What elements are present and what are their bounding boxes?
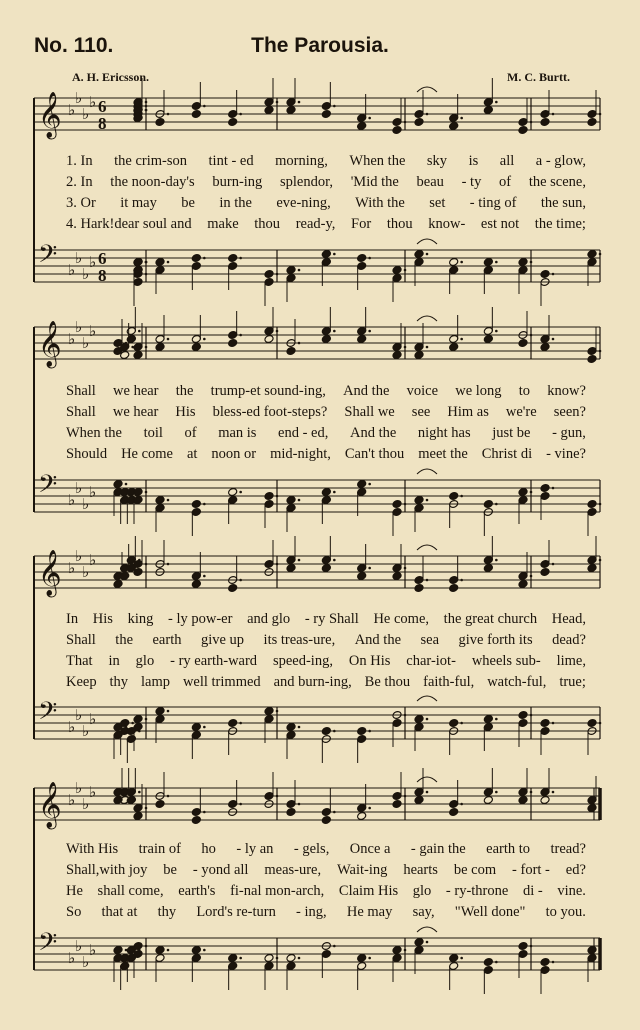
lyric-syllable: Shall we <box>344 404 395 420</box>
lyric-syllable: Should <box>66 446 108 462</box>
bass-clef-icon: 𝄢 <box>38 240 58 275</box>
dot <box>276 957 279 960</box>
lyric-syllable: Can't thou <box>344 446 405 462</box>
lyric-line <box>66 841 586 861</box>
dot <box>239 803 242 806</box>
lyric-syllable: lime, <box>556 653 586 669</box>
lyric-syllable: the scene, <box>528 174 586 190</box>
lyric-syllable: Wait-ing <box>337 862 388 878</box>
lyric-syllable: and glo <box>247 611 291 627</box>
note-chord <box>518 768 532 804</box>
lyric-syllable: His <box>92 611 113 627</box>
lyric-syllable: read-y, <box>295 216 336 232</box>
lyric-syllable: the sun, <box>540 195 586 211</box>
lyric-syllable: we hear <box>113 383 159 399</box>
lyric-line <box>66 883 586 903</box>
lyric-syllable: earth <box>152 632 182 648</box>
lyric-line <box>66 611 586 631</box>
notehead <box>357 954 367 963</box>
note-chord <box>286 780 300 816</box>
lyric-syllable: a - glow, <box>535 153 586 169</box>
lyric-syllable: earth to <box>486 841 531 857</box>
note-chord <box>357 784 371 820</box>
note-chord <box>155 772 169 808</box>
lyric-syllable: king <box>127 611 154 627</box>
lyricist-credit: A. H. Ericsson. <box>72 70 150 84</box>
key-flat-icon: ♭ <box>68 949 76 967</box>
key-flat-icon: ♭ <box>68 330 76 348</box>
lyric-line <box>66 862 586 882</box>
lyric-syllable: the crim-son <box>114 153 187 169</box>
lyric-syllable: that at <box>101 904 138 920</box>
lyric-syllable: voice <box>406 383 439 399</box>
key-flat-icon: ♭ <box>75 318 83 336</box>
key-flat-icon: ♭ <box>82 265 90 283</box>
lyric-syllable: the <box>175 383 194 399</box>
notehead <box>449 808 459 817</box>
lyric-line <box>66 632 586 652</box>
lyric-syllable: at <box>186 446 198 462</box>
key-flat-icon: ♭ <box>82 495 90 513</box>
dot <box>552 791 555 794</box>
notehead <box>540 958 550 967</box>
lyric-syllable: 2. In <box>66 174 93 190</box>
lyric-syllable: eve-ning, <box>276 195 331 211</box>
lyric-syllable: - ting of <box>469 195 517 211</box>
lyric-line <box>66 425 586 445</box>
key-flat-icon: ♭ <box>75 89 83 107</box>
lyric-syllable: Shall,with joy <box>66 862 148 878</box>
dot <box>552 961 555 964</box>
lyric-syllable: - yond all <box>192 862 249 878</box>
lyric-syllable: He may <box>346 904 393 920</box>
key-flat-icon: ♭ <box>68 101 76 119</box>
lyric-syllable: beau <box>416 174 444 190</box>
slur <box>417 927 437 932</box>
note-chord <box>540 958 554 994</box>
lyric-syllable: On His <box>348 653 391 669</box>
key-flat-icon: ♭ <box>68 559 76 577</box>
lyric-syllable: fi-nal mon-arch, <box>230 883 325 899</box>
dot <box>203 949 206 952</box>
dot <box>404 949 407 952</box>
lyric-syllable: tread? <box>550 841 586 857</box>
bass-clef-icon: 𝄢 <box>38 697 58 732</box>
lyric-syllable: thy <box>109 674 129 690</box>
notehead <box>264 954 274 963</box>
lyric-syllable: in <box>108 653 120 669</box>
lyric-syllable: For <box>351 216 372 232</box>
lyric-syllable: bless-ed foot-steps? <box>212 404 328 420</box>
lyric-syllable: make <box>207 216 239 232</box>
notehead <box>414 796 424 805</box>
lyric-syllable: He <box>66 883 83 899</box>
key-flat-icon: ♭ <box>89 551 97 569</box>
note-chord <box>228 780 242 816</box>
dot <box>333 811 336 814</box>
key-flat-icon: ♭ <box>89 253 97 271</box>
lyric-syllable: hearts <box>403 862 438 878</box>
lyric-syllable: true; <box>559 674 586 690</box>
lyric-syllable: So <box>66 904 82 920</box>
lyric-syllable: to you. <box>545 904 586 920</box>
notehead <box>133 812 143 821</box>
lyric-syllable: Christ di <box>481 446 533 462</box>
notehead <box>587 946 597 955</box>
key-flat-icon: ♭ <box>68 491 76 509</box>
lyric-syllable: thou <box>254 216 281 232</box>
note-chord <box>228 954 242 990</box>
lyric-syllable: earth's <box>178 883 216 899</box>
dot <box>530 791 533 794</box>
lyric-syllable: to <box>518 383 531 399</box>
note-chord <box>449 780 463 816</box>
dot <box>368 807 371 810</box>
key-flat-icon: ♭ <box>89 93 97 111</box>
lyric-syllable: well trimmed <box>182 674 261 690</box>
dot <box>426 791 429 794</box>
lyric-syllable: 3. Or <box>66 195 96 211</box>
dot <box>333 945 336 948</box>
lyric-syllable: end - ed, <box>278 425 329 441</box>
lyric-line <box>66 174 586 194</box>
lyric-syllable: Once a <box>349 841 391 857</box>
lyric-syllable: With His <box>66 841 119 857</box>
lyric-syllable: 4. Hark!dear soul and <box>66 216 192 232</box>
treble-clef-icon: 𝄞 <box>38 550 62 596</box>
notehead <box>540 796 550 805</box>
lyric-syllable: is <box>468 153 479 169</box>
key-flat-icon: ♭ <box>82 105 90 123</box>
lyric-syllable: - ry-throne <box>445 883 509 899</box>
lyric-syllable: speed-ing, <box>272 653 333 669</box>
lyric-syllable: - ly pow-er <box>168 611 233 627</box>
lyric-syllable: Head, <box>551 611 586 627</box>
note-chord <box>414 768 428 804</box>
lyric-line <box>66 153 586 173</box>
notehead <box>518 796 528 805</box>
notehead <box>357 812 367 821</box>
lyric-line <box>66 216 586 236</box>
treble-clef-icon: 𝄞 <box>38 782 62 828</box>
lyric-syllable: say, <box>412 904 435 920</box>
key-flat-icon: ♭ <box>82 953 90 971</box>
key-flat-icon: ♭ <box>75 547 83 565</box>
time-signature-top: 6 <box>98 97 107 116</box>
lyric-syllable: His <box>175 404 196 420</box>
treble-clef-icon: 𝄞 <box>38 321 62 367</box>
lyric-syllable: shall come, <box>97 883 164 899</box>
lyric-syllable: Lord's re-turn <box>196 904 276 920</box>
lyric-line <box>66 446 586 466</box>
lyric-syllable: Be thou <box>364 674 411 690</box>
lyric-syllable: And the <box>349 425 397 441</box>
lyric-syllable: the <box>115 632 134 648</box>
lyric-syllable: 1. In <box>66 153 93 169</box>
lyric-syllable: the time; <box>534 216 586 232</box>
notehead <box>191 946 201 955</box>
lyric-syllable: burn-ing <box>212 174 263 190</box>
key-flat-icon: ♭ <box>89 322 97 340</box>
lyric-syllable: dead? <box>552 632 586 648</box>
lyric-line <box>66 404 586 424</box>
lyric-syllable: - ry earth-ward <box>170 653 258 669</box>
treble-clef-icon: 𝄞 <box>38 92 62 138</box>
lyric-syllable: and burn-ing, <box>273 674 352 690</box>
lyric-syllable: we're <box>505 404 537 420</box>
lyric-syllable: - gun, <box>552 425 586 441</box>
key-flat-icon: ♭ <box>82 795 90 813</box>
lyric-syllable: tint - ed <box>208 153 254 169</box>
dot <box>599 799 602 802</box>
key-flat-icon: ♭ <box>68 718 76 736</box>
notehead <box>483 958 493 967</box>
lyric-syllable: train of <box>138 841 181 857</box>
lyric-syllable: When the <box>349 153 406 169</box>
lyric-syllable: - gels, <box>293 841 330 857</box>
key-flat-icon: ♭ <box>82 334 90 352</box>
lyric-syllable: He come, <box>373 611 430 627</box>
lyric-syllable: - vine? <box>546 446 586 462</box>
note-chord <box>113 768 127 804</box>
lyric-syllable: - gain the <box>410 841 466 857</box>
lyric-syllable: And the <box>354 632 402 648</box>
lyric-syllable: it may <box>120 195 157 211</box>
dot <box>599 949 602 952</box>
lyric-line <box>66 383 586 403</box>
lyric-syllable: its treas-ure, <box>263 632 336 648</box>
lyric-syllable: we long <box>455 383 502 399</box>
lyric-syllable: watch-ful, <box>487 674 547 690</box>
lyric-syllable: With the <box>355 195 405 211</box>
note-chord <box>540 768 554 804</box>
lyric-syllable: just be <box>492 425 531 441</box>
note-chord <box>191 788 205 824</box>
lyric-syllable: mid-night, <box>270 446 331 462</box>
lyric-syllable: we hear <box>112 404 159 420</box>
lyric-syllable: trump-et sound-ing, <box>210 383 326 399</box>
key-flat-icon: ♭ <box>75 779 83 797</box>
note-chord <box>357 954 371 990</box>
notehead <box>191 816 201 825</box>
key-flat-icon: ♭ <box>89 710 97 728</box>
note-chord <box>264 772 278 808</box>
key-flat-icon: ♭ <box>68 261 76 279</box>
dot <box>460 957 463 960</box>
note-chord <box>321 788 335 824</box>
hymn-number: No. 110. <box>34 34 114 57</box>
notehead <box>321 816 331 825</box>
lyric-syllable: glo <box>135 653 155 669</box>
lyric-syllable: - fort - <box>512 862 550 878</box>
notehead <box>414 938 424 947</box>
lyric-syllable: ed? <box>565 862 586 878</box>
lyric-syllable: meet the <box>418 446 468 462</box>
lyric-syllable: wheels sub- <box>471 653 541 669</box>
lyric-syllable: In <box>66 611 79 627</box>
lyric-syllable: seen? <box>553 404 586 420</box>
lyric-syllable: di - <box>522 883 543 899</box>
lyric-syllable: all <box>499 153 515 169</box>
note-chord <box>321 942 335 978</box>
bass-clef-icon: 𝄢 <box>38 928 58 963</box>
key-flat-icon: ♭ <box>68 791 76 809</box>
lyric-syllable: Keep <box>66 674 97 690</box>
dot <box>298 803 301 806</box>
bass-clef-icon: 𝄢 <box>38 470 58 505</box>
lyric-syllable: He come <box>121 446 173 462</box>
lyric-line <box>66 195 586 215</box>
lyric-syllable: man is <box>218 425 257 441</box>
note-chord <box>392 946 406 982</box>
dot <box>239 957 242 960</box>
dot <box>426 941 429 944</box>
lyric-syllable: be com <box>453 862 497 878</box>
key-flat-icon: ♭ <box>89 483 97 501</box>
lyric-syllable: the noon-day's <box>110 174 195 190</box>
lyric-syllable: toil <box>143 425 163 441</box>
lyric-syllable: - ty <box>461 174 482 190</box>
lyric-syllable: splendor, <box>280 174 333 190</box>
notehead <box>228 954 238 963</box>
notehead <box>286 808 296 817</box>
note-chord <box>483 958 497 994</box>
key-flat-icon: ♭ <box>75 706 83 724</box>
key-flat-icon: ♭ <box>82 722 90 740</box>
lyric-syllable: thou <box>386 216 413 232</box>
dot <box>530 945 533 948</box>
notehead <box>449 954 459 963</box>
note-chord <box>518 942 532 978</box>
lyric-line <box>66 904 586 924</box>
lyric-syllable: of <box>499 174 512 190</box>
lyric-line <box>66 674 586 694</box>
dot <box>495 791 498 794</box>
lyric-syllable: - ing, <box>296 904 327 920</box>
lyric-syllable: morning, <box>275 153 328 169</box>
lyric-syllable: know- <box>428 216 466 232</box>
dot <box>203 811 206 814</box>
lyric-syllable: sky <box>426 153 448 169</box>
note-chord <box>286 954 300 990</box>
notehead <box>392 946 402 955</box>
dot <box>404 795 407 798</box>
time-signature-bottom: 8 <box>98 114 107 133</box>
note-chord <box>414 938 428 974</box>
note-chord <box>155 946 169 982</box>
lyric-line <box>66 653 586 673</box>
note-chord <box>449 954 463 990</box>
hymn-title: The Parousia. <box>251 34 389 57</box>
lyric-syllable: thy <box>157 904 177 920</box>
lyric-syllable: - ry Shall <box>304 611 359 627</box>
dot <box>460 803 463 806</box>
key-flat-icon: ♭ <box>82 563 90 581</box>
notehead <box>113 946 123 955</box>
lyric-syllable: Claim His <box>338 883 399 899</box>
dot <box>495 961 498 964</box>
lyric-syllable: be <box>163 862 177 878</box>
key-flat-icon: ♭ <box>75 249 83 267</box>
dot <box>368 957 371 960</box>
time-signature-top: 6 <box>98 249 107 268</box>
lyric-syllable: be <box>181 195 195 211</box>
lyric-syllable: est not <box>480 216 520 232</box>
slur <box>417 777 437 782</box>
lyric-syllable: give up <box>200 632 245 648</box>
key-flat-icon: ♭ <box>89 783 97 801</box>
notehead <box>518 942 528 951</box>
note-chord <box>191 946 205 982</box>
key-flat-icon: ♭ <box>75 937 83 955</box>
lyric-syllable: Him as <box>447 404 489 420</box>
lyric-syllable: in the <box>219 195 252 211</box>
dot <box>145 807 148 810</box>
note-chord <box>392 772 406 808</box>
notehead <box>286 954 296 963</box>
lyric-syllable: - ly an <box>236 841 274 857</box>
lyric-syllable: 'Mid the <box>350 174 399 190</box>
dot <box>138 791 141 794</box>
lyric-syllable: When the <box>66 425 122 441</box>
lyric-syllable: That <box>66 653 93 669</box>
key-flat-icon: ♭ <box>89 941 97 959</box>
note-chord <box>264 954 278 990</box>
dot <box>145 945 148 948</box>
lyric-syllable: ho <box>201 841 216 857</box>
lyric-syllable: know? <box>547 383 586 399</box>
lyric-syllable: Shall <box>66 383 96 399</box>
lyric-syllable: see <box>411 404 431 420</box>
lyric-syllable: meas-ure, <box>264 862 322 878</box>
composer-credit: M. C. Burtt. <box>507 70 570 84</box>
lyric-syllable: glo <box>412 883 432 899</box>
lyric-syllable: lamp <box>141 674 170 690</box>
notehead <box>483 796 493 805</box>
lyric-syllable: night has <box>417 425 471 441</box>
lyric-syllable: sea <box>420 632 440 648</box>
lyric-syllable: faith-ful, <box>423 674 475 690</box>
lyric-syllable: set <box>429 195 446 211</box>
lyric-syllable: Shall <box>66 632 96 648</box>
lyric-syllable: "Well done" <box>454 904 526 920</box>
lyric-syllable: give forth its <box>458 632 533 648</box>
lyric-syllable: the great church <box>443 611 538 627</box>
lyric-syllable: noon or <box>211 446 257 462</box>
dot <box>276 795 279 798</box>
lyric-syllable: char-iot- <box>406 653 456 669</box>
dot <box>298 957 301 960</box>
time-signature-bottom: 8 <box>98 266 107 285</box>
lyric-syllable: Shall <box>66 404 96 420</box>
notehead <box>392 800 402 809</box>
dot <box>167 795 170 798</box>
lyric-syllable: of <box>184 425 197 441</box>
notehead <box>155 946 165 955</box>
dot <box>167 949 170 952</box>
lyric-syllable: vine. <box>557 883 586 899</box>
key-flat-icon: ♭ <box>75 479 83 497</box>
notehead <box>155 800 165 809</box>
note-chord <box>483 768 497 804</box>
notehead <box>587 804 597 813</box>
lyric-syllable: And the <box>343 383 390 399</box>
